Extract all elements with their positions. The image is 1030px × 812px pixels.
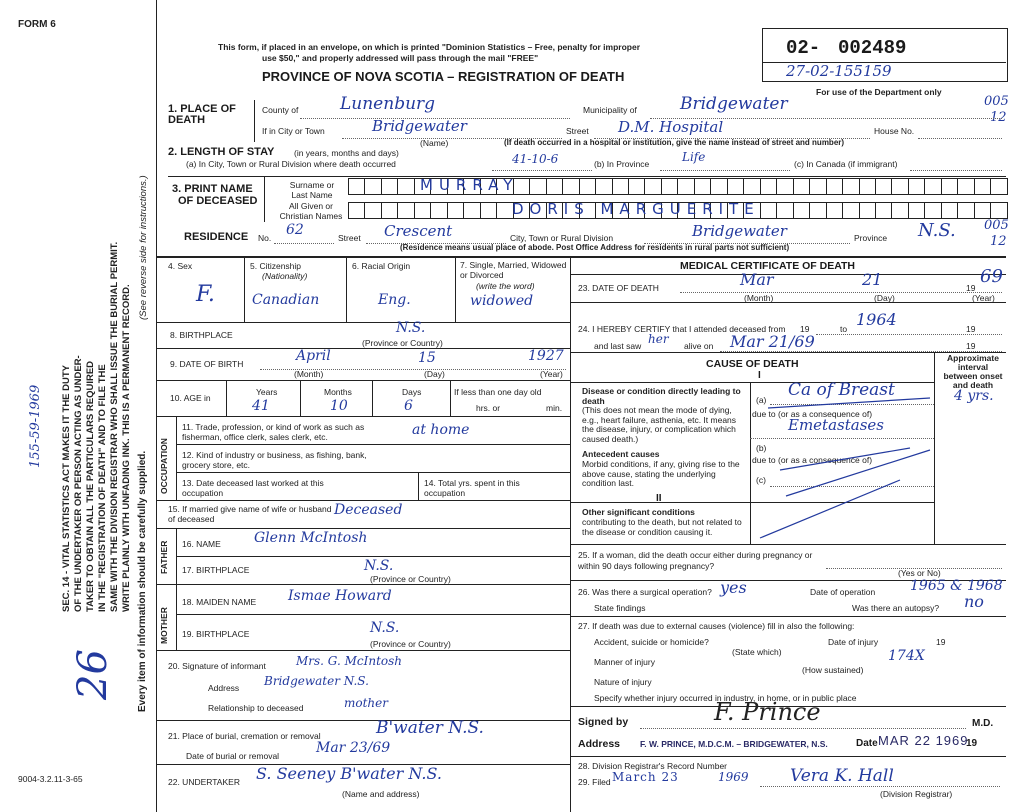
signature-address-label: Address (578, 738, 621, 750)
division-record-label: 28. Division Registrar's Record Number (578, 761, 728, 771)
place-of-death-label: 1. PLACE OF DEATH (168, 103, 236, 126)
death-day-caption: (Day) (874, 293, 895, 303)
city-town-value: Bridgewater (372, 117, 467, 135)
alive-on-value: Mar 21/69 (730, 332, 815, 351)
alive-suffix: 19 (966, 341, 976, 351)
injury-date-label: Date of injury (828, 637, 879, 647)
mother-birthplace-caption: (Province or Country) (370, 639, 451, 649)
last-worked-label: 13. Date deceased last worked at this occupation (182, 478, 324, 498)
informant-address-label: Address (208, 683, 240, 693)
mail-notice-1: This form, if placed in an envelope, on which is printed "Dominion Statistics – Free, penalty for improper (218, 42, 641, 52)
statute-line-1: SEC. 14 - VITAL STATISTICS ACT MAKES IT THE DUTY (61, 364, 72, 612)
trade-label: 11. Trade, profession, or kind of work as such as fisherman, office clerk, sales clerk, etc. (182, 422, 365, 442)
findings-label: State findings (594, 603, 646, 613)
burial-date-label: Date of burial or removal (186, 751, 280, 761)
age-months-label: Months (324, 387, 352, 397)
nationality-caption: (Nationality) (262, 271, 308, 281)
father-name-value: Glenn McIntosh (254, 530, 368, 546)
form-title: PROVINCE OF NOVA SCOTIA – REGISTRATION OF DEATH (262, 69, 625, 84)
statute-line-2: OF THE UNDERTAKER OR PERSON ACTING AS UNDER- (73, 355, 84, 612)
part-two-label: II (656, 493, 662, 504)
given-names-value: DORIS MARGUERITE (512, 200, 760, 218)
injury-industry-label: Specify whether injury occurred in industry, in home, or in public place (594, 693, 857, 703)
print-name-label-1: 3. PRINT NAME (172, 183, 253, 195)
municipality-value: Bridgewater (680, 94, 788, 114)
length-of-stay-caption: (in years, months and days) (294, 148, 399, 158)
surgery-value: yes (720, 578, 747, 597)
stay-city-value: 41-10-6 (512, 152, 559, 166)
marital-status-value: widowed (470, 293, 534, 309)
certify-to-value: 1964 (856, 310, 897, 329)
injury-year-prefix: 19 (936, 637, 946, 647)
birthplace-caption: (Province or Country) (362, 338, 443, 348)
age-label: 10. AGE in (170, 393, 211, 403)
reverse-side-note: (See reverse side for instructions.) (138, 175, 149, 320)
marital-caption: (write the word) (476, 281, 535, 291)
death-year-caption: (Year) (972, 293, 995, 303)
interval-heading: Approximate interval between onset and death (943, 353, 1003, 390)
alive-on-label: alive on (684, 341, 714, 351)
house-number-label: House No. (874, 126, 915, 136)
hours-label: hrs. or (476, 403, 501, 413)
antecedent-note: Morbid conditions, if any, giving rise to the above cause, stating the underlying condition last. (582, 459, 740, 488)
under-one-day-label: If less than one day old (454, 387, 542, 397)
residence-no-label: No. (258, 233, 272, 243)
sex-label: 4. Sex (168, 261, 193, 271)
birthplace-value: N.S. (396, 320, 426, 336)
medical-certificate-heading: MEDICAL CERTIFICATE OF DEATH (680, 260, 855, 272)
death-date-label: 23. DATE OF DEATH (578, 283, 659, 293)
handwritten-reference: 27-02-155159 (786, 62, 892, 80)
autopsy-label: Was there an autopsy? (852, 603, 940, 613)
dob-day-value: 15 (418, 350, 436, 366)
stay-province-value: Life (682, 150, 706, 164)
racial-origin-label: 6. Racial Origin (352, 261, 411, 271)
age-years-value: 41 (252, 398, 270, 414)
sex-value: F. (196, 282, 215, 307)
hospital-note: (If death occurred in a hospital or institution, give the name instead of street and number) (504, 138, 845, 147)
margin-code-1: 005 (984, 94, 1009, 109)
burial-place-value: B'water N.S. (376, 718, 484, 738)
death-month-value: Mar (740, 270, 774, 289)
manner-value: 174X (888, 648, 925, 664)
relationship-label: Relationship to deceased (208, 703, 304, 713)
relationship-value: mother (344, 696, 388, 710)
death-year-prefix: 19 (966, 283, 976, 293)
father-birthplace-value: N.S. (364, 558, 394, 574)
undertaker-value: S. Seeney B'water N.S. (256, 764, 442, 783)
residence-no-value: 62 (286, 222, 304, 238)
industry-label: 12. Kind of industry or business, as fishing, bank, grocery store, etc. (182, 450, 367, 470)
due-to-label-b: due to (or as a consequence of) (752, 455, 873, 465)
residence-caption: (Residence means usual place of abode. Post Office Address for residents in rural parts not sufficient) (400, 243, 790, 252)
yes-no-caption: (Yes or No) (898, 568, 941, 578)
part-one-label: I (758, 370, 761, 381)
reg-number: 002489 (838, 37, 907, 59)
dob-day-caption: (Day) (424, 369, 445, 379)
direct-cause-label: Disease or condition directly leading to death (582, 386, 741, 406)
signature-date-label: Date (856, 738, 878, 749)
informant-signature-value: Mrs. G. McIntosh (296, 654, 403, 668)
autopsy-value: no (964, 592, 984, 611)
street-label: Street (566, 126, 589, 136)
undertaker-label: 22. UNDERTAKER (168, 777, 240, 787)
last-saw-label: and last saw (594, 341, 642, 351)
informant-address-value: Bridgewater N.S. (264, 674, 369, 688)
surname-label: Surname or Last Name (289, 180, 335, 200)
birthplace-label: 8. BIRTHPLACE (170, 330, 233, 340)
death-month-caption: (Month) (744, 293, 774, 303)
signature-date-suffix: 19 (966, 738, 978, 749)
filed-label: 29. Filed (578, 777, 611, 787)
sustained-caption: (How sustained) (802, 665, 864, 675)
mail-notice-2: use $50," and properly addressed will pass through the mail "FREE" (262, 53, 539, 63)
signature-date-stamp: MAR 22 1969 (878, 733, 969, 748)
violence-label: 27. If death was due to external causes (violence) fill in also the following: (578, 621, 855, 631)
statute-line-6: WRITE PLAINLY WITH UNFADING INK. THIS IS A PERMANENT RECORD. (121, 284, 132, 612)
dob-year-caption: (Year) (540, 369, 563, 379)
marital-status-label: 7. Single, Married, Widowed or Divorced (460, 260, 567, 280)
age-days-label: Days (402, 387, 422, 397)
burial-place-label: 21. Place of burial, cremation or removal (168, 731, 321, 741)
certify-label: 24. I HEREBY CERTIFY that I attended deceased from (578, 324, 786, 334)
name-caption: (Name) (420, 138, 449, 148)
surname-value: MURRAY (420, 176, 519, 194)
md-label: M.D. (972, 718, 994, 729)
trade-value: at home (412, 422, 470, 438)
handwritten-side-mark: 26 (70, 649, 116, 700)
father-birthplace-label: 17. BIRTHPLACE (182, 565, 250, 575)
print-name-label-2: OF DECEASED (178, 195, 258, 207)
municipality-label: Municipality of (583, 105, 637, 115)
residence-province-value: N.S. (918, 220, 956, 241)
maiden-name-value: Ismae Howard (288, 588, 392, 604)
stay-canada-label: (c) In Canada (if immigrant) (794, 159, 898, 169)
operation-date-label: Date of operation (810, 587, 876, 597)
mother-birthplace-label: 19. BIRTHPLACE (182, 629, 250, 639)
residence-label: RESIDENCE (184, 231, 249, 243)
spouse-value: Deceased (334, 502, 403, 518)
maiden-name-label: 18. MAIDEN NAME (182, 597, 257, 607)
state-which-caption: (State which) (732, 647, 782, 657)
age-months-value: 10 (330, 398, 348, 414)
residence-province-label: Province (854, 233, 888, 243)
department-use-caption: For use of the Department only (816, 87, 942, 97)
margin-code-2: 12 (990, 110, 1007, 125)
print-code: 9004-3.2.11-3-65 (18, 774, 83, 784)
margin-code-3: 005 (984, 218, 1009, 233)
burial-date-value: Mar 23/69 (316, 740, 391, 756)
street-value: D.M. Hospital (618, 118, 724, 136)
certify-to-suffix: 19 (966, 324, 976, 334)
direct-cause-note: (This does not mean the mode of dying, e.g., heart failure, asthenia, etc. It means the disease, injury, or complication which caused death.) (582, 405, 737, 444)
father-side-label: FATHER (159, 540, 169, 574)
other-conditions-label: Other significant conditions (582, 507, 695, 517)
residence-street-label: Street (338, 233, 361, 243)
statute-line-4: IN THE "REGISTRATION OF DEATH" AND TO FILE THE (97, 364, 108, 612)
handwritten-side-ref: 155-59-1969 (28, 384, 43, 468)
racial-origin-value: Eng. (378, 292, 411, 308)
instructions-note: Every item of information should be carefully supplied. (137, 450, 148, 712)
father-name-label: 16. NAME (182, 539, 221, 549)
mother-birthplace-value: N.S. (370, 620, 400, 636)
registrar-caption: (Division Registrar) (880, 789, 953, 799)
pregnancy-label: 25. If a woman, did the death occur either during pregnancy or within 90 days following pregnancy? (578, 550, 813, 571)
signed-by-label: Signed by (578, 716, 629, 728)
statute-line-3: TAKER TO OBTAIN ALL THE PARTICULARS REQUIRED (85, 360, 96, 612)
death-year-value: 69 (980, 266, 1003, 287)
dob-year-value: 1927 (528, 348, 564, 364)
cause-c-label: (c) (756, 475, 766, 485)
other-conditions-note: contributing to the death, but not related to the disease or condition causing it. (582, 517, 742, 537)
minutes-label: min. (546, 403, 563, 413)
statute-line-5: SAME WITH THE DIVISION REGISTRAR WHO SHALL ISSUE THE BURIAL PERMIT. (109, 241, 120, 612)
certify-to-label: to (840, 324, 848, 334)
filed-date-value: March 23 (612, 770, 679, 784)
cause-a-value: Ca of Breast (788, 380, 895, 400)
age-days-value: 6 (404, 398, 413, 414)
age-years-label: Years (256, 387, 278, 397)
citizenship-label: 5. Citizenship (250, 261, 302, 271)
stay-province-label: (b) In Province (594, 159, 650, 169)
date-of-birth-label: 9. DATE OF BIRTH (170, 359, 244, 369)
filed-year-value: 1969 (718, 770, 749, 784)
given-names-label: All Given or Christian Names (279, 201, 343, 221)
cause-b-label: (b) (756, 443, 767, 453)
residence-city-label: City, Town or Rural Division (510, 233, 614, 243)
last-saw-her-value: her (648, 332, 669, 346)
registrar-signature: Vera K. Hall (790, 766, 894, 786)
mother-side-label: MOTHER (159, 607, 169, 644)
signature-address-stamp: F. W. PRINCE, M.D.C.M. – BRIDGEWATER, N.S. (640, 739, 828, 749)
antecedent-label: Antecedent causes (582, 449, 660, 459)
length-of-stay-label: 2. LENGTH OF STAY (168, 146, 275, 158)
nature-label: Nature of injury (594, 677, 652, 687)
occupation-side-label: OCCUPATION (159, 438, 169, 494)
total-years-label: 14. Total yrs. spent in this occupation (424, 478, 520, 498)
undertaker-caption: (Name and address) (342, 789, 420, 799)
cause-a-interval: 4 yrs. (954, 388, 994, 404)
reg-prefix: 02- (786, 37, 821, 59)
stay-city-label: (a) In City, Town or Rural Division where death occurred (186, 159, 396, 169)
cause-of-death-heading: CAUSE OF DEATH (706, 358, 799, 370)
surgery-label: 26. Was there a surgical operation? (578, 587, 712, 597)
residence-city-value: Bridgewater (692, 222, 787, 240)
operation-date-value: 1965 & 1968 (910, 578, 1003, 594)
father-birthplace-caption: (Province or Country) (370, 574, 451, 584)
citizenship-value: Canadian (252, 292, 320, 308)
margin-code-4: 12 (990, 234, 1007, 249)
physician-signature: F. Prince (714, 698, 821, 726)
certify-from-prefix: 19 (800, 324, 810, 334)
cause-a-due-value: Emetastases (788, 416, 884, 434)
cause-a-label: (a) (756, 395, 767, 405)
death-day-value: 21 (862, 270, 883, 289)
residence-street-value: Crescent (384, 222, 453, 240)
due-to-label-a: due to (or as a consequence of) (752, 409, 873, 419)
manner-label: Manner of injury (594, 657, 655, 667)
city-town-label: If in City or Town (262, 126, 325, 136)
dob-month-caption: (Month) (294, 369, 324, 379)
accident-label: Accident, suicide or homicide? (594, 637, 709, 647)
county-label: County of (262, 105, 299, 115)
spouse-label: 15. If married give name of wife or husband of deceased (168, 504, 332, 524)
dob-month-value: April (296, 348, 331, 364)
informant-signature-label: 20. Signature of informant (168, 661, 266, 671)
county-value: Lunenburg (340, 94, 436, 114)
form-number: FORM 6 (18, 19, 56, 30)
